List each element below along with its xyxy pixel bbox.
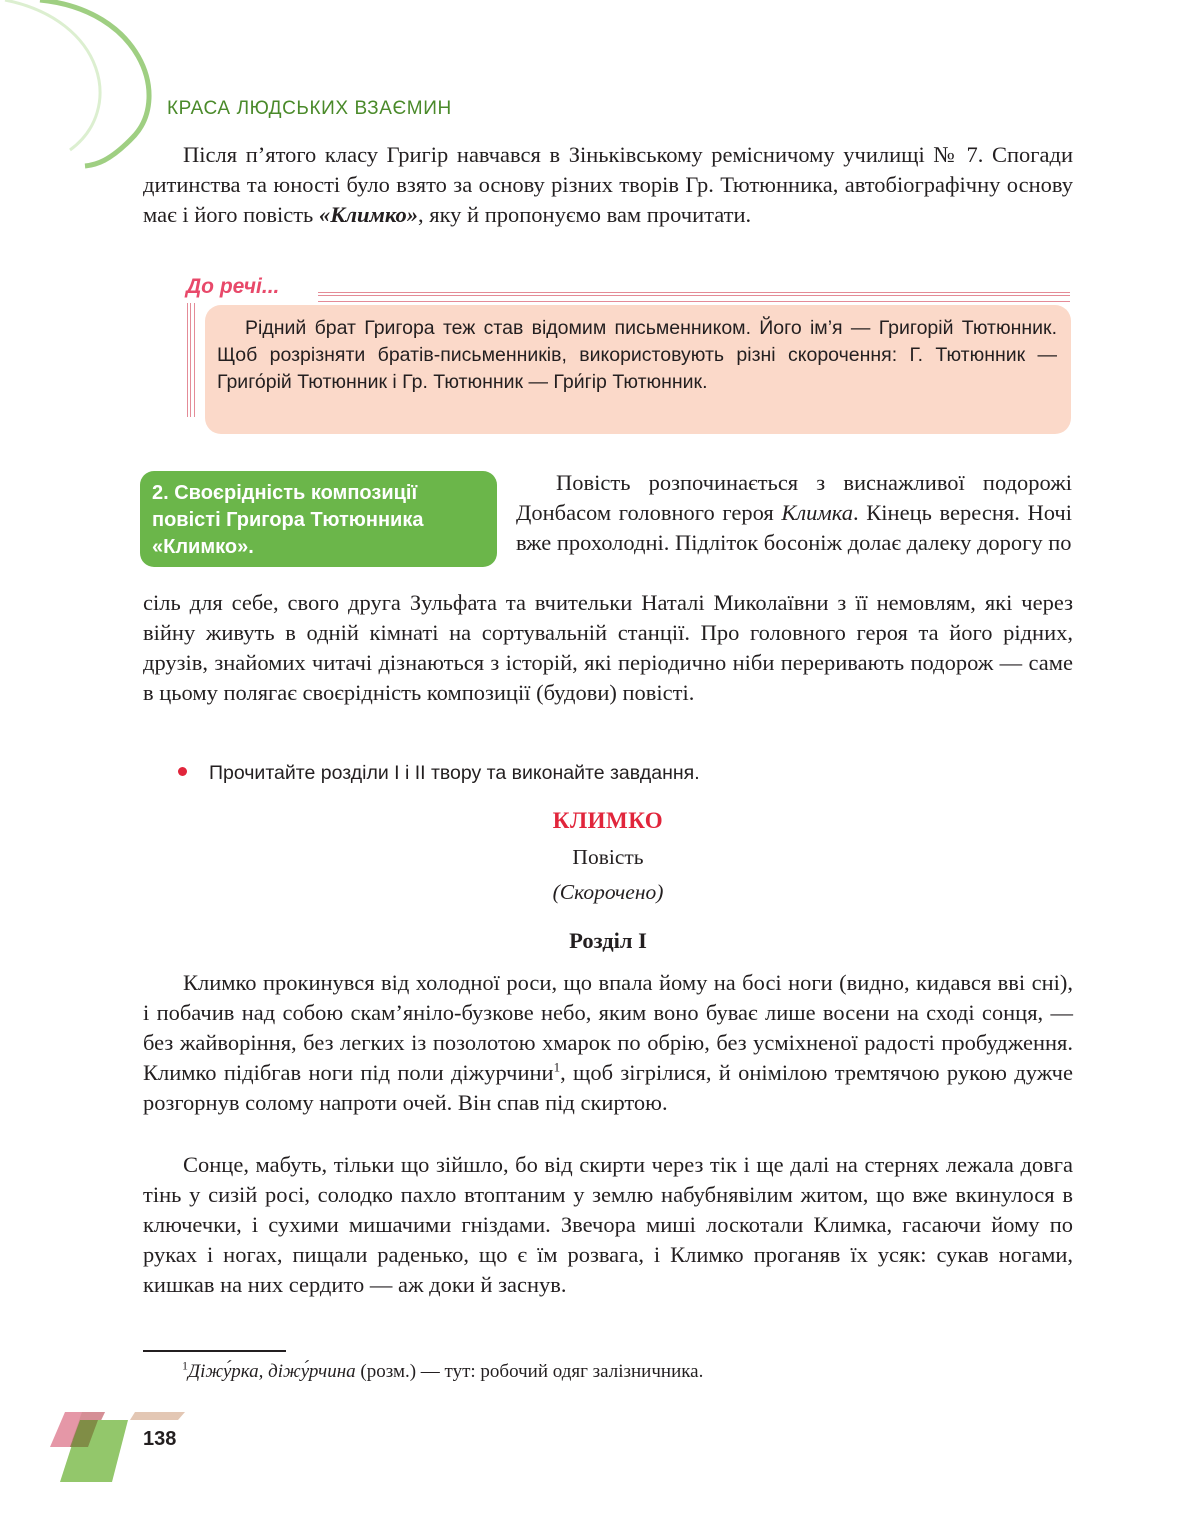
chapter-heading: Розділ І <box>569 928 647 953</box>
footnote-term: Діжу́рка, діжу́рчина <box>188 1361 356 1382</box>
section-header-title: КРАСА ЛЮДСЬКИХ ВЗАЄМИН <box>167 98 452 119</box>
footnote-reference: 1 <box>553 1059 561 1075</box>
work-abridged-note: (Скорочено) <box>552 880 664 904</box>
intro-paragraph: Після п’ятого класу Григір навчався в Зіньківському ремісничому училищі № 7. Спогади дитинства та юності було взято за основу різних творів Гр. Тютюнника, автобіографічну основу має і його повість «Климко», яку й пропонуємо вам прочитати. <box>143 142 1073 227</box>
work-title: КЛИМКО <box>552 808 664 833</box>
story-paragraph-1: Климко прокинувся від холодної роси, що впала йому на босі ноги (видно, кидався вві сні), і побачив над собою скам’яніло-бузкове небо, яким воно буває лише восени на сході сонця, — без жайворіння, без легких із позолотою хмарок по обрію, без усміхненої радості пробудження. Климко підібгав ноги під поли діжурчини$^1$, щоб зігрілися, й онімілою тремтячою рукою дужче розгорнув солому напроти очей. Він спав під скиртою. <box>143 970 1073 1115</box>
footnote: $^1$Діжу́рка, діжу́рчина (розм.) — тут: робочий одяг залізничника. <box>182 1358 704 1382</box>
work-title-emphasis: «Климко» <box>318 202 418 227</box>
hero-name: Климка <box>781 500 853 525</box>
section-2-paragraph-start: Повість розпочинається з виснажливої подорожі Донбасом головного героя Климка. Кінець вересня. Ночі вже прохолодні. Підліток босоніж долає далеку дорогу по <box>516 470 1072 555</box>
note-heading-rule <box>318 292 1070 302</box>
section-2-paragraph-continued: сіль для себе, свого друга Зульфата та вчительки Наталі Миколаївни з її немовлям, які через війну живуть в одній кімнаті на сортувальній станції. Про головного героя та його рідних, друзів, знайомих читачі дізнаються з історій, які періодично ніби переривають подорож — саме в цьому полягає своєрідність композиції (будови) повісті. <box>143 590 1073 705</box>
note-heading: До речі... <box>186 275 280 298</box>
page-corner-decoration <box>0 0 200 1530</box>
task-bullet <box>178 762 700 785</box>
work-genre: Повість <box>572 845 644 869</box>
page-number: 138 <box>143 1428 177 1450</box>
task-text: Прочитайте розділи І і ІІ твору та виконайте завдання. <box>209 762 700 784</box>
story-paragraph-2: Сонце, мабуть, тільки що зійшло, бо від скирти через тік і ще далі на стернях лежала довга тінь у сизій росі, солодко пахло втоптаним у землю набубнявілим житом, що вже вкинулося в ключечки, і сухими мишачими гніздами. Звечора миші лоскотали Климка, гасаючи йому по руках і ногах, пищали раденько, що є їм розвага, і Климко проганяв їх усяк: сукав ногами, кишкав на них сердито — аж доки й заснув. <box>143 1152 1073 1297</box>
section-2-heading: 2. Своєрідність композиції повісті Григора Тютюнника «Климко». <box>140 471 497 567</box>
by-the-way-note: Рідний брат Григора теж став відомим письменником. Його ім’я — Григорій Тютюнник. Щоб розрізняти братів-письменників, використовують різні скорочення: Г. Тютюнник — Григо́рій Тютюнник і Гр. Тютюнник — Гри́гір Тютюнник. <box>205 305 1071 434</box>
